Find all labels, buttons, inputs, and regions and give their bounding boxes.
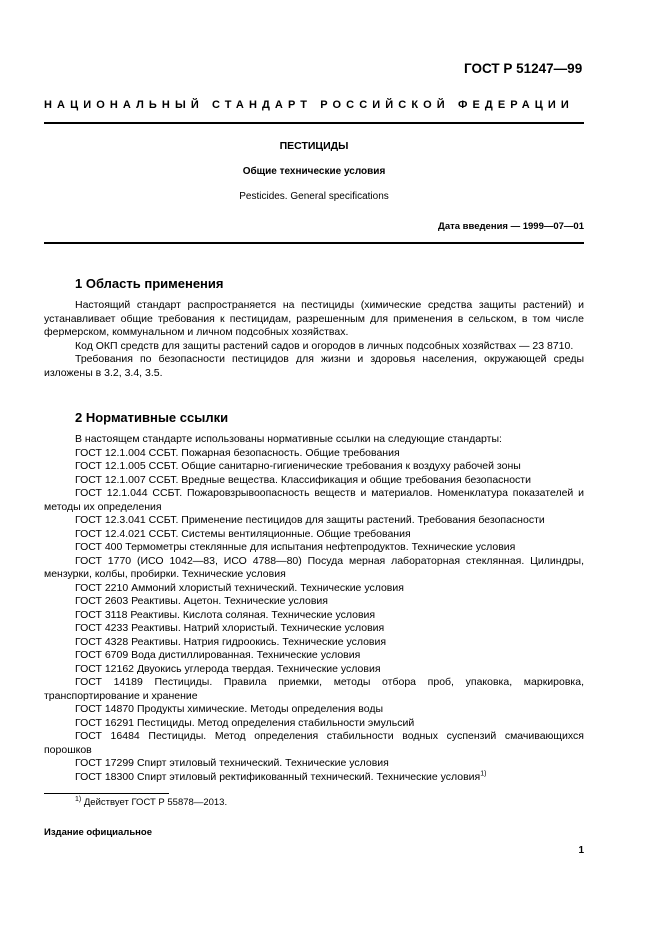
reference-item: ГОСТ 12.1.044 ССБТ. Пожаровзрывоопасность веществ и материалов. Номенклатура показателей и методы их определения xyxy=(44,487,584,513)
reference-item-text: ГОСТ 18300 Спирт этиловый ректификованный технический. Технические условия xyxy=(75,770,481,783)
reference-item: ГОСТ 16484 Пестициды. Метод определения стабильности водных суспензий смачивающихся порошков xyxy=(44,730,584,756)
document-title: ПЕСТИЦИДЫ xyxy=(279,140,349,152)
reference-item: ГОСТ 12.4.021 ССБТ. Системы вентиляционные. Общие требования xyxy=(75,527,411,540)
footnote-divider xyxy=(44,793,169,794)
introduction-date: Дата введения — 1999—07—01 xyxy=(438,221,584,232)
reference-item: ГОСТ 3118 Реактивы. Кислота соляная. Технические условия xyxy=(75,608,376,621)
references-intro: В настоящем стандарте использованы нормативные ссылки на следующие стандарты: xyxy=(75,433,502,445)
reference-item: ГОСТ 17299 Спирт этиловый технический. Технические условия xyxy=(75,757,389,769)
section-1-body xyxy=(44,299,584,380)
header-rule-top xyxy=(44,122,584,124)
reference-item: ГОСТ 12.3.041 ССБТ. Применение пестицидов для защиты растений. Требования безопасности xyxy=(75,514,545,526)
reference-item: ГОСТ 2210 Аммоний хлористый технический. Технические условия xyxy=(75,581,404,594)
national-standard-title: НАЦИОНАЛЬНЫЙ СТАНДАРТ РОССИЙСКОЙ ФЕДЕРАЦИИ xyxy=(44,99,574,111)
document-number: ГОСТ Р 51247—99 xyxy=(464,61,583,76)
reference-item: ГОСТ 2603 Реактивы. Ацетон. Технические условия xyxy=(75,595,328,607)
english-title: Pesticides. General specifications xyxy=(239,191,389,202)
section-2-body xyxy=(44,433,584,784)
header-rule-bottom xyxy=(44,242,584,244)
reference-item: ГОСТ 16291 Пестициды. Метод определения стабильности эмульсий xyxy=(75,716,415,729)
footnote-text: Действует ГОСТ Р 55878—2013. xyxy=(83,797,228,808)
section-1-paragraph: Код ОКП средств для защиты растений садов и огородов в личных подсобных хозяйствах — 23 8710. xyxy=(75,339,574,352)
reference-item: ГОСТ 4328 Реактивы. Натрия гидроокись. Технические условия xyxy=(75,635,387,648)
section-2-heading: 2 Нормативные ссылки xyxy=(75,410,229,425)
section-1-heading: 1 Область применения xyxy=(75,276,224,291)
section-1-paragraph: Требования по безопасности пестицидов для жизни и здоровья населения, окружающей среды изложены в 3.2, 3.4, 3.5. xyxy=(44,353,584,379)
reference-item: ГОСТ 14870 Продукты химические. Методы определения воды xyxy=(75,703,384,715)
reference-item: ГОСТ 14189 Пестициды. Правила приемки, методы отбора проб, упаковка, маркировка, транспортирование и хранение xyxy=(44,676,584,702)
reference-item: ГОСТ 400 Термометры стеклянные для испытания нефтепродуктов. Технические условия xyxy=(75,541,516,553)
page-number: 1 xyxy=(578,845,584,856)
footnote-reference-mark: 1) xyxy=(480,770,487,777)
reference-item: ГОСТ 6709 Вода дистиллированная. Технические условия xyxy=(75,649,361,661)
footnote xyxy=(75,797,227,808)
reference-item: ГОСТ 12.1.005 ССБТ. Общие санитарно-гигиенические требования к воздуху рабочей зоны xyxy=(75,460,521,472)
document-subtitle: Общие технические условия xyxy=(242,166,386,177)
section-1-paragraph: Настоящий стандарт распространяется на пестициды (химические средства защиты растений) и устанавливает общие требования к пестицидам, разрешенным для применения в сельском, в том числе фермерском, коммунальном и личном подсобных хозяйствах. xyxy=(44,299,584,338)
edition-note: Издание официальное xyxy=(44,827,152,838)
footnote-mark: 1) xyxy=(75,795,82,803)
reference-item: ГОСТ 1770 (ИСО 1042—83, ИСО 4788—80) Посуда мерная лабораторная стеклянная. Цилиндры, мензурки, колбы, пробирки. Технические условия xyxy=(44,554,584,580)
reference-item: ГОСТ 4233 Реактивы. Натрий хлористый. Технические условия xyxy=(75,622,385,634)
reference-item: ГОСТ 12162 Двуокись углерода твердая. Технические условия xyxy=(75,662,381,675)
reference-item: ГОСТ 12.1.004 ССБТ. Пожарная безопасность. Общие требования xyxy=(75,446,400,459)
reference-item-last xyxy=(44,771,584,785)
reference-item: ГОСТ 12.1.007 ССБТ. Вредные вещества. Классификация и общие требования безопасности xyxy=(75,473,531,486)
